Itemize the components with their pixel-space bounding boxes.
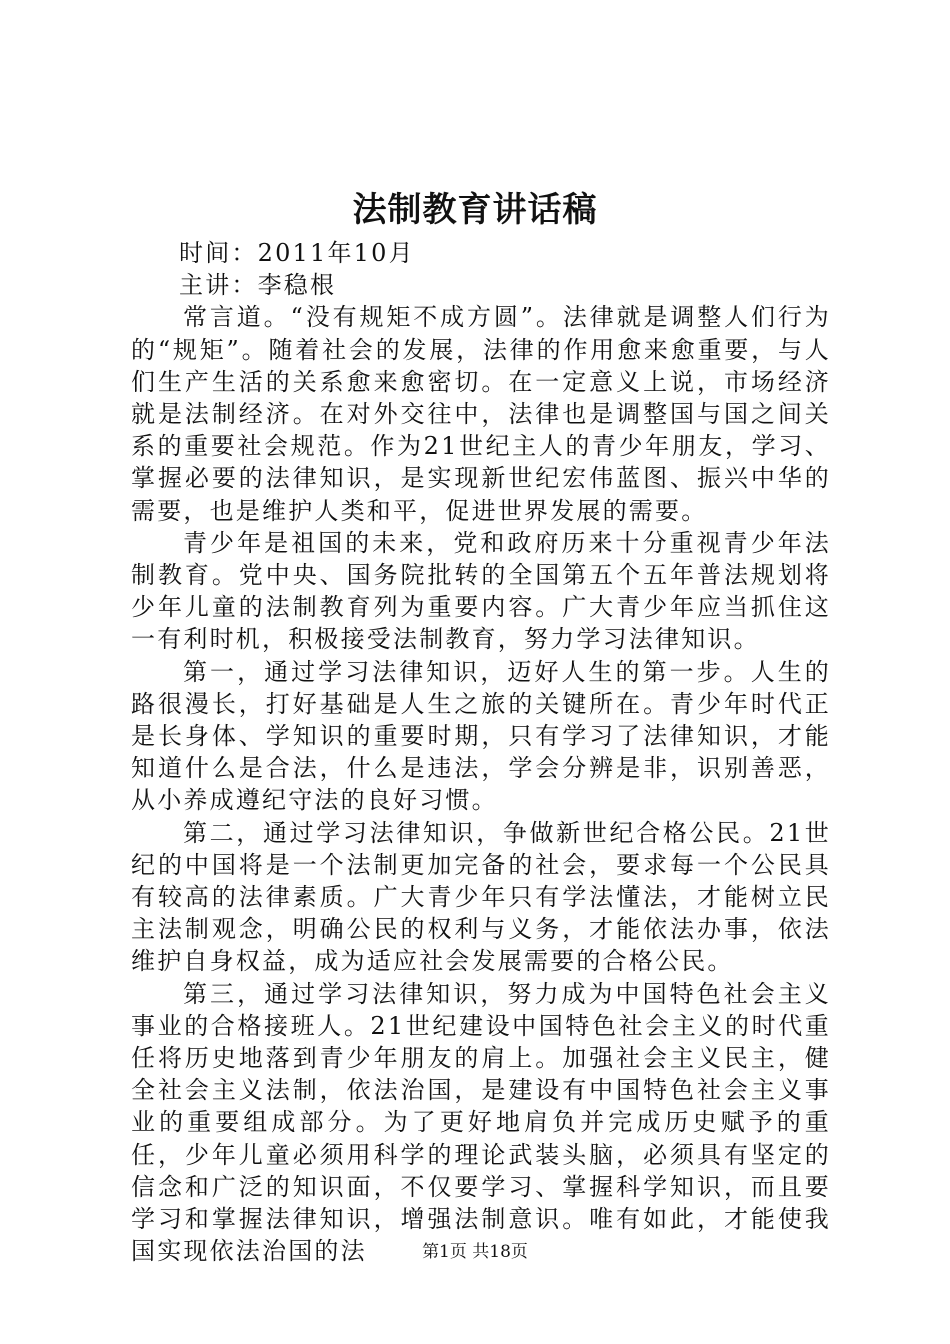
paragraph-first-point: 第一，通过学习法律知识，迈好人生的第一步。人生的路很漫长，打好基础是人生之旅的关键所在。青少年时代正是长身体、学知识的重要时期，只有学习了法律知识，才能知道什么是合法，什么是违法，学会分辨是非，识别善恶，从小养成遵纪守法的良好习惯。 bbox=[131, 657, 831, 815]
paragraph-second-point: 第二，通过学习法律知识，争做新世纪合格公民。21世纪的中国将是一个法制更加完备的社会，要求每一个公民具有较高的法律素质。广大青少年只有学法懂法，才能树立民主法制观念，明确公民的权利与义务，才能依法办事，依法维护自身权益，成为适应社会发展需要的合格公民。 bbox=[131, 818, 831, 976]
time-line: 时间：2011年10月 bbox=[179, 239, 415, 267]
paragraph-third-point: 第三，通过学习法律知识，努力成为中国特色社会主义事业的合格接班人。21世纪建设中国特色社会主义的时代重任将历史地落到青少年朋友的肩上。加强社会主义民主，健全社会主义法制，依法治国，是建设有中国特色社会主义事业的重要组成部分。为了更好地肩负并完成历史赋予的重任，少年儿童必须用科学的理论武装头脑，必须具有坚定的信念和广泛的知识面，不仅要学习、掌握科学知识，而且要学习和掌握法律知识，增强法制意识。唯有如此，才能使我国实现依法治国的法 bbox=[131, 979, 831, 1266]
page-footer: 第1页 共18页 bbox=[422, 1242, 528, 1262]
speaker-line: 主讲：李稳根 bbox=[179, 271, 337, 300]
document-title: 法制教育讲话稿 bbox=[352, 190, 598, 230]
document-body bbox=[131, 237, 831, 1268]
paragraph-youth-future: 青少年是祖国的未来，党和政府历来十分重视青少年法制教育。党中央、国务院批转的全国第五个五年普法规划将少年儿童的法制教育列为重要内容。广大青少年应当抓住这一有利时机，积极接受法制教育，努力学习法律知识。 bbox=[131, 528, 831, 654]
paragraph-intro: 常言道。“没有规矩不成方圆”。法律就是调整人们行为的“规矩”。随着社会的发展，法律的作用愈来愈重要，与人们生产生活的关系愈来愈密切。在一定意义上说，市场经济就是法制经济。在对外交往中，法律也是调整国与国之间关系的重要社会规范。作为21世纪主人的青少年朋友，学习、掌握必要的法律知识，是实现新世纪宏伟蓝图、振兴中华的需要，也是维护人类和平，促进世界发展的需要。 bbox=[131, 303, 831, 525]
